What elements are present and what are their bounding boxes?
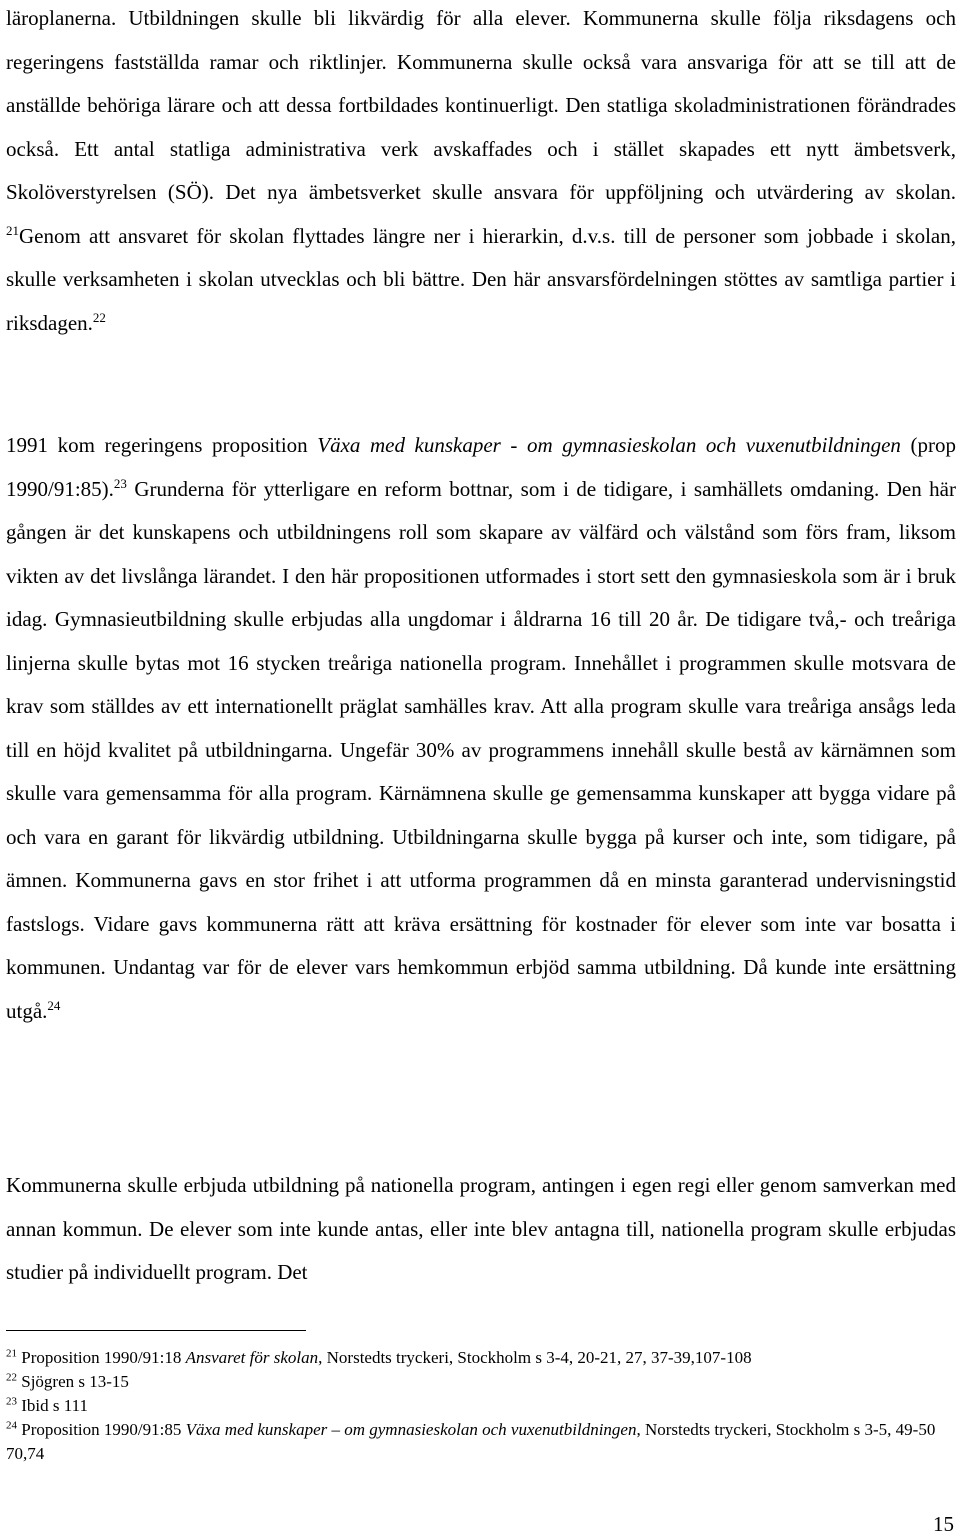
body-paragraph-2 — [6, 424, 956, 1033]
footnote-text: Ibid s 111 — [17, 1396, 88, 1415]
footnote-23 — [6, 1394, 956, 1418]
body-paragraph-3 — [6, 1164, 956, 1295]
paragraph-text: Grunderna för ytterligare en reform bottnar, som i de tidigare, i samhällets omdaning. Den här gången är det kunskapens och utbildningens roll som skapare av välfärd och välstånd som förs fram, liksom vikten av det livslånga lärandet. I den här propositionen utformades i stort sett den gymnasieskola som är i bruk idag. Gymnasieutbildning skulle erbjudas alla ungdomar i åldrarna 16 till 20 år. De tidigare två,- och treåriga linjerna skulle bytas mot 16 stycken treåriga nationella program. Innehållet i programmen skulle motsvara de krav som ställdes av ett internationellt präglat samhälles krav. Att alla program skulle vara treåriga ansågs leda till en höjd kvalitet på utbildningarna. Ungefär 30% av programmens innehåll skulle bestå av kärnämnen som skulle vara gemensamma för alla program. Kärnämnena skulle ge gemensamma kunskaper att bygga vidare på och vara en garant för likvärdig utbildning. Utbildningarna skulle bygga på kurser och inte, som tidigare, på ämnen. Kommunerna gavs en stor frihet i att utforma programmen då en minsta garanterad undervisningstid fastslogs. Vidare gavs kommunerna rätt att kräva ersättning för kostnader för elever som inte var bosatta i kommunen. Undantag var för de elever vars hemkommun erbjöd samma utbildning. Då kunde inte ersättning utgå. — [6, 476, 956, 1023]
footnote-text: Sjögren s 13-15 — [17, 1372, 129, 1391]
footnote-number: 21 — [6, 1347, 17, 1360]
page-number: 15 — [933, 1512, 954, 1536]
footnote-ref-22[interactable]: 22 — [92, 309, 106, 325]
paragraph-text: Kommunerna skulle erbjuda utbildning på nationella program, antingen i egen regi eller genom samverkan med annan kommun. De elever som inte kunde antas, eller inte blev antagna till, nationella program skulle erbjudas studier på individuellt program. Det — [6, 1173, 956, 1284]
footnote-list — [6, 1346, 956, 1466]
footnote-ref-24[interactable]: 24 — [47, 997, 61, 1013]
footnote-24 — [6, 1418, 956, 1466]
footnote-ref-23[interactable]: 23 — [113, 475, 127, 491]
paragraph-text: Genom att ansvaret för skolan flyttades längre ner i hierarkin, d.v.s. till de personer som jobbade i skolan, skulle verksamheten i skolan utvecklas och bli bättre. Den här ansvarsfördelningen stöttes av samtliga partier i riksdagen. — [6, 223, 956, 335]
footnote-text: , Norstedts tryckeri, Stockholm s 3-5, 49-50 70,74 — [6, 1420, 936, 1463]
paragraph-text: läroplanerna. Utbildningen skulle bli likvärdig för alla elever. Kommunerna skulle följa riksdagens och regeringens fastställda ramar och riktlinjer. Kommunerna skulle också vara ansvariga för att se till att de anställde behöriga lärare och att dessa fortbildades kontinuerligt. Den statliga skoladministrationen förändrades också. Ett antal statliga administrativa verk avskaffades och i stället skapades ett nytt ämbetsverk, Skolöverstyrelsen (SÖ). Det nya ämbetsverket skulle ansvara för uppföljning och utvärdering av skolan. — [6, 6, 956, 204]
footnote-title: Ansvaret för skolan — [185, 1348, 319, 1367]
footnote-ref-21[interactable]: 21 — [6, 222, 19, 238]
footnote-title: Växa med kunskaper – om gymnasieskolan och vuxenutbildningen — [185, 1420, 637, 1439]
footnote-text: Proposition 1990/91:18 — [17, 1348, 186, 1367]
footnote-number: 22 — [6, 1371, 17, 1384]
paragraph-text: (prop 1990/91:85). — [6, 433, 956, 501]
footnote-separator — [6, 1330, 306, 1331]
footnote-22 — [6, 1370, 956, 1394]
proposition-title: Växa med kunskaper - om gymnasieskolan och vuxenutbildningen — [317, 433, 901, 457]
footnote-text: , Norstedts tryckeri, Stockholm s 3-4, 20-21, 27, 37-39,107-108 — [318, 1348, 752, 1367]
paragraph-text: 1991 kom regeringens proposition — [6, 433, 318, 457]
body-paragraph-1 — [6, 0, 956, 345]
footnote-number: 23 — [6, 1395, 17, 1408]
footnote-21 — [6, 1346, 956, 1370]
footnote-number: 24 — [6, 1419, 17, 1432]
footnote-text: Proposition 1990/91:85 — [17, 1420, 186, 1439]
